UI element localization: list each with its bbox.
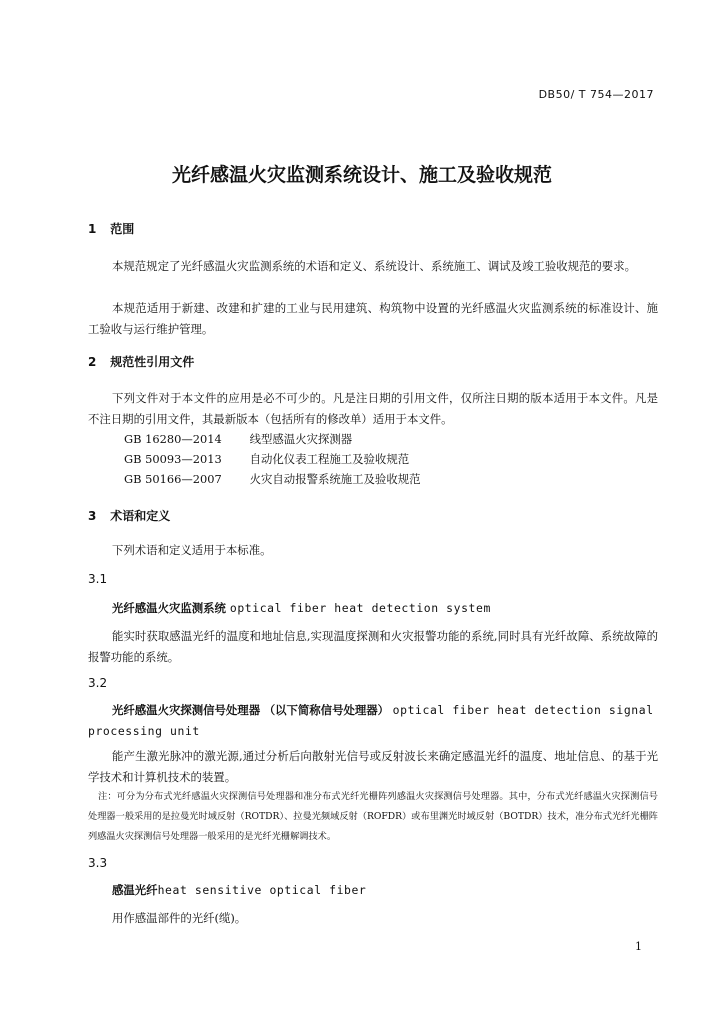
term-chinese: 光纤感温火灾探测信号处理器 bbox=[112, 703, 261, 717]
term-english: optical fiber heat detection system bbox=[229, 601, 491, 615]
term-alias: （以下简称信号处理器） bbox=[263, 703, 390, 717]
term-chinese: 感温光纤 bbox=[112, 883, 158, 897]
paragraph: 下列文件对于本文件的应用是必不可少的。凡是注日期的引用文件，仅所注日期的版本适用于本文件。凡是不注日期的引用文件，其最新版本（包括所有的修改单）适用于本文件。 bbox=[88, 391, 658, 426]
section-title: 规范性引用文件 bbox=[110, 355, 195, 369]
term-heading bbox=[112, 882, 366, 898]
section-number: 1 bbox=[88, 222, 97, 236]
section-title: 范围 bbox=[110, 222, 135, 236]
reference-row bbox=[124, 451, 409, 467]
term-number: 3.1 bbox=[88, 572, 108, 586]
paragraph: 本规范规定了光纤感温火灾监测系统的术语和定义、系统设计、系统施工、调试及竣工验收规范的要求。 bbox=[112, 259, 636, 273]
term-definition: 能产生激光脉冲的激光源,通过分析后向散射光信号或反射波长来确定感温光纤的温度、地址信息、的基于光学技术和计算机技术的装置。 bbox=[88, 749, 658, 784]
term-heading bbox=[112, 600, 491, 616]
reference-row bbox=[124, 471, 421, 487]
section-number: 2 bbox=[88, 355, 97, 369]
term-chinese: 光纤感温火灾监测系统 bbox=[112, 601, 226, 615]
section-heading-2 bbox=[88, 353, 194, 370]
term-note: 注：可分为分布式光纤感温火灾探测信号处理器和准分布式光纤光栅阵列感温火灾探测信号处理器。其中，分布式光纤感温火灾探测信号处理器一般采用的是拉曼光时域反射（ROTDR）、拉曼光频域反射（ROFDR）或布里渊光时域反射（BOTDR）技术，准分布式光纤光栅阵列感温火灾探测信号处理器一般采用的是光纤光栅解调技术。 bbox=[88, 791, 658, 842]
reference-code: GB 50166—2007 bbox=[124, 472, 222, 486]
paragraph: 下列术语和定义适用于本标准。 bbox=[112, 543, 272, 557]
reference-code: GB 50093—2013 bbox=[124, 452, 222, 466]
section-heading-1 bbox=[88, 220, 134, 237]
page-number: 1 bbox=[635, 940, 642, 953]
term-definition: 能实时获取感温光纤的温度和地址信息,实现温度探测和火灾报警功能的系统,同时具有光纤故障、系统故障的报警功能的系统。 bbox=[88, 629, 658, 664]
document-title: 光纤感温火灾监测系统设计、施工及验收规范 bbox=[171, 164, 552, 186]
reference-name: 自动化仪表工程施工及验收规范 bbox=[249, 452, 410, 466]
reference-code: GB 16280—2014 bbox=[124, 432, 222, 446]
paragraph: 本规范适用于新建、改建和扩建的工业与民用建筑、构筑物中设置的光纤感温火灾监测系统的标准设计、施工验收与运行维护管理。 bbox=[88, 301, 658, 336]
reference-row bbox=[124, 431, 352, 447]
section-heading-3 bbox=[88, 507, 170, 524]
term-heading bbox=[88, 700, 658, 742]
term-number: 3.3 bbox=[88, 856, 108, 870]
section-title: 术语和定义 bbox=[110, 509, 171, 523]
term-number: 3.2 bbox=[88, 676, 108, 690]
standard-code: DB50/ T 754—2017 bbox=[538, 88, 654, 101]
term-english: heat sensitive optical fiber bbox=[157, 883, 367, 897]
reference-name: 线型感温火灾探测器 bbox=[249, 432, 353, 446]
reference-name: 火灾自动报警系统施工及验收规范 bbox=[249, 472, 421, 486]
term-english: optical fiber heat detection signal processing unit bbox=[88, 703, 654, 738]
term-definition: 用作感温部件的光纤(缆)。 bbox=[112, 911, 247, 925]
section-number: 3 bbox=[88, 509, 97, 523]
